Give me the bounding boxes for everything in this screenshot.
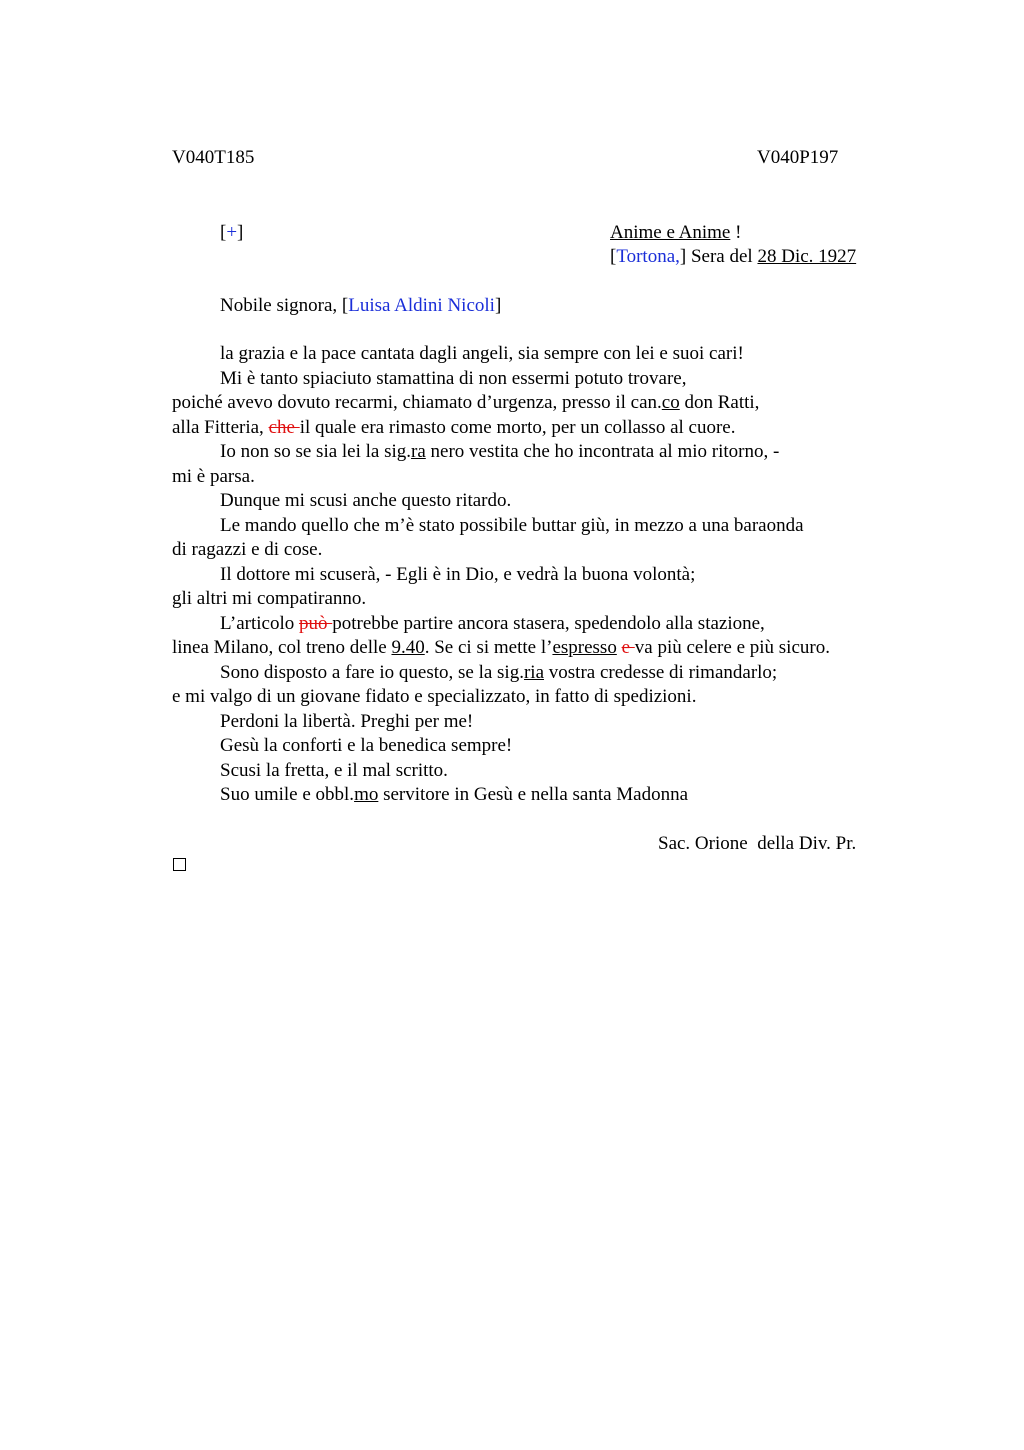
letter-line: [172, 440, 892, 465]
salutation-text: Nobile signora, [: [220, 295, 349, 316]
deleted-text: e: [621, 637, 635, 658]
line-segment: servitore in Gesù e nella santa Madonna: [378, 784, 689, 805]
marker-close: ]: [237, 222, 244, 243]
letter-date-prefix: ] Sera del: [679, 246, 758, 267]
letter-line: [172, 636, 892, 661]
line-segment: don Ratti,: [679, 392, 760, 413]
letter-place-date: [Tortona,] Sera del 28 Dic. 1927: [610, 246, 857, 267]
line-segment: il quale era rimasto come morto, per un collasso al cuore.: [299, 416, 736, 438]
letter-line: [172, 391, 892, 416]
underlined-time: 9.40: [391, 637, 425, 658]
recipient-name: Luisa Aldini Nicoli: [348, 295, 495, 316]
editorial-marker: [220, 221, 243, 245]
line-segment: Suo umile e obbl.: [220, 784, 355, 805]
document-code-right: V040P197: [757, 147, 839, 168]
letter-title-suffix: !: [730, 222, 742, 243]
letter-line: Mi è tanto spiaciuto stamattina di non essermi potuto trovare,: [220, 367, 687, 389]
marker-open: [: [220, 222, 227, 243]
letter-line: Gesù la conforti e la benedica sempre!: [220, 735, 513, 756]
letter-title-text: Anime e Anime: [610, 222, 731, 243]
deleted-text: che: [268, 416, 300, 438]
salutation-close: ]: [494, 295, 502, 316]
letter-body: [172, 342, 892, 808]
line-segment: L’articolo: [220, 612, 299, 634]
document-code-left: V040T185: [172, 147, 255, 168]
letter-line: [172, 783, 892, 808]
letter-line: Perdoni la libertà. Preghi per me!: [220, 710, 474, 732]
letter-line: la grazia e la pace cantata dagli angeli, sia sempre con lei e suoi cari!: [220, 343, 744, 364]
line-segment: va più celere e più sicuro.: [634, 637, 830, 658]
letter-line: Scusi la fretta, e il mal scritto.: [220, 759, 448, 781]
abbreviation: mo: [354, 784, 379, 805]
letter-line: di ragazzi e di cose.: [172, 539, 323, 560]
letter-line: Il dottore mi scuserà, - Egli è in Dio, e vedrà la buona volontà;: [220, 563, 696, 585]
line-segment: poiché avevo dovuto recarmi, chiamato d’urgenza, presso il can.: [172, 392, 662, 413]
marker-plus: +: [226, 222, 238, 243]
abbreviation: co: [661, 392, 680, 413]
signature: Sac. Orione della Div. Pr.: [658, 833, 857, 854]
abbreviation: ra: [411, 441, 426, 462]
letter-line: gli altri mi compatiranno.: [172, 588, 367, 609]
underlined-word: espresso: [552, 637, 617, 658]
deleted-text: può: [298, 612, 333, 634]
letter-line: [172, 416, 892, 441]
salutation: [220, 294, 501, 318]
letter-line: e mi valgo di un giovane fidato e specializzato, in fatto di spedizioni.: [172, 686, 697, 707]
letter-line: [172, 661, 892, 686]
line-segment: potrebbe partire ancora stasera, spedendolo alla stazione,: [332, 612, 765, 634]
letter-line: [172, 612, 892, 637]
letter-line: Le mando quello che m’è stato possibile buttar giù, in mezzo a una baraonda: [220, 514, 804, 536]
line-segment: Io non so se sia lei la sig.: [220, 441, 412, 462]
line-segment: . Se ci si mette l’: [424, 637, 553, 658]
line-segment: alla Fitteria,: [172, 416, 269, 438]
line-segment: nero vestita che ho incontrata al mio ritorno, -: [425, 441, 780, 462]
letter-place: Tortona,: [616, 246, 680, 267]
letter-title: [610, 221, 741, 245]
line-segment: linea Milano, col treno delle: [172, 637, 392, 658]
letter-line: Dunque mi scusi anche questo ritardo.: [220, 490, 512, 511]
end-box-icon: [173, 858, 186, 871]
letter-date: 28 Dic. 1927: [757, 246, 857, 267]
line-segment: Sono disposto a fare io questo, se la sig.: [220, 661, 524, 683]
line-segment: vostra credesse di rimandarlo;: [544, 661, 778, 683]
abbreviation: ria: [523, 661, 545, 683]
letter-line: mi è parsa.: [172, 465, 255, 487]
